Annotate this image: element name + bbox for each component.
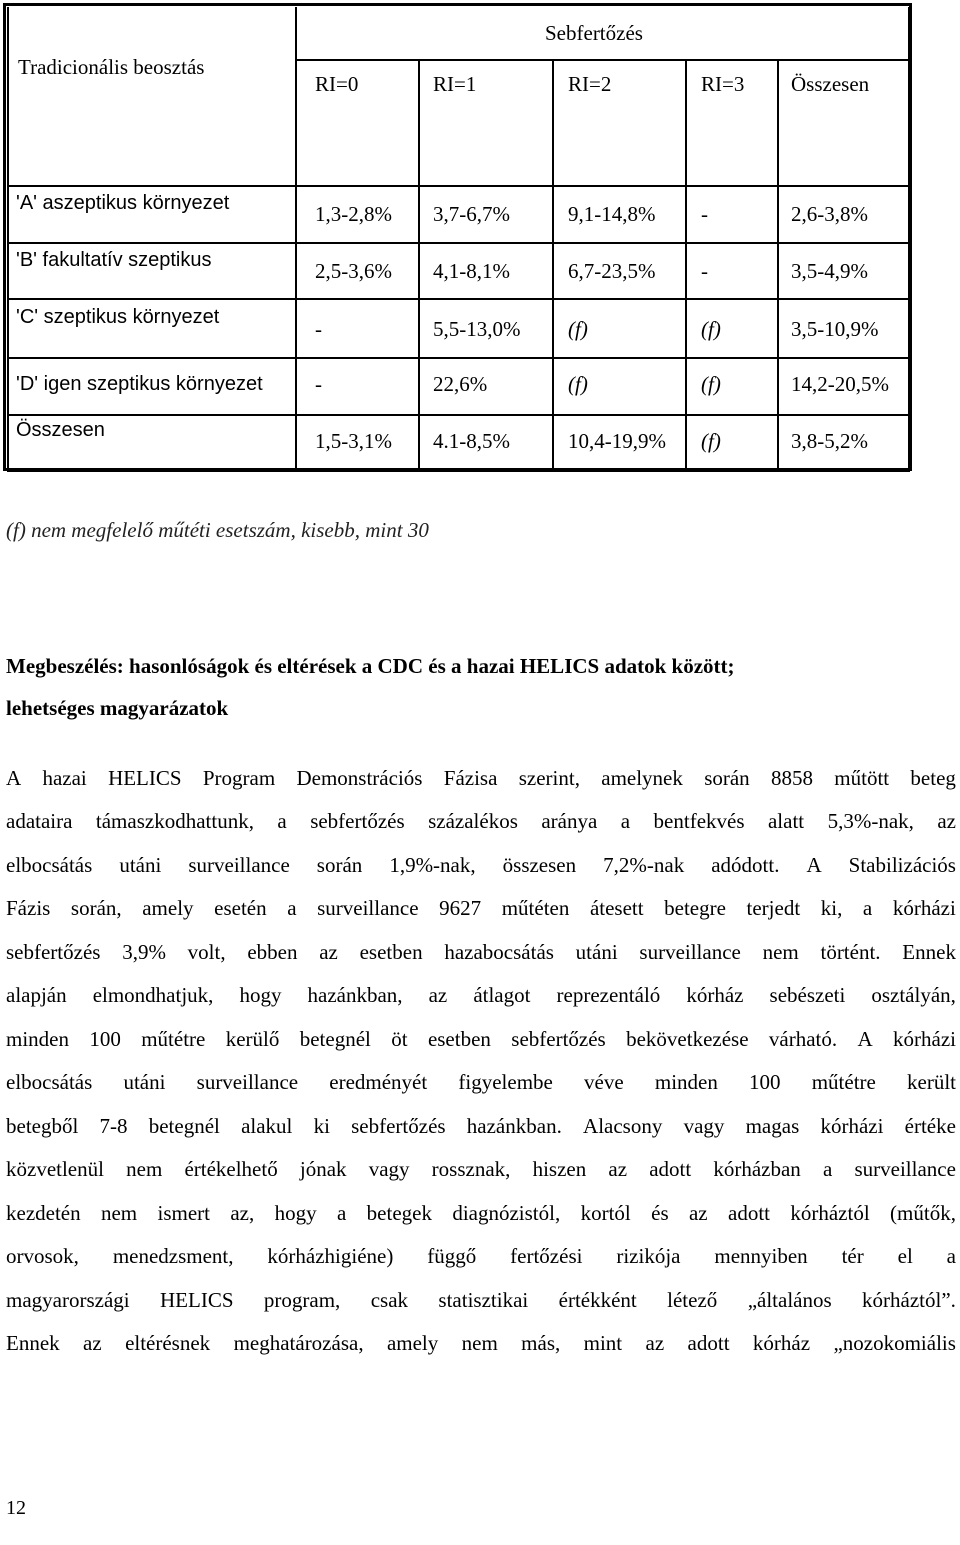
word: surveillance [196,1070,299,1094]
word: véve [584,1070,624,1094]
word: elbocsátás [6,1070,93,1094]
word: kerülő [225,1027,280,1051]
word: surveillance [317,896,419,920]
word: amely [386,1331,439,1355]
word: vagy [368,1157,410,1181]
word: 5,3%-nak, [827,809,914,833]
word: átlagot [473,983,531,1007]
word: amely [142,896,194,920]
word: betegből [6,1114,79,1138]
table-cell: (f) [701,372,721,396]
word: hazánkban, [307,983,403,1007]
page-number: 12 [6,1497,26,1519]
word: a [287,896,297,920]
word: és [651,1201,669,1225]
word: várható. [768,1027,838,1051]
word: adataira [6,809,73,833]
word: eltérésnek [125,1331,211,1355]
word: támaszkodhattunk, [95,809,254,833]
paragraph-line [6,983,956,1008]
heading-line: Megbeszélés: hasonlóságok és eltérések a CDC és a hazai HELICS adatok között; [6,654,735,678]
word: Alacsony [583,1114,663,1138]
table-cell: (f) [701,429,721,453]
word: műtött [834,766,890,790]
row-label: 'D' igen szeptikus környezet [16,373,263,395]
word: az, [230,1201,255,1225]
word: közvetlenül [6,1157,104,1181]
word: utáni [575,940,618,964]
word: hogy [239,983,282,1007]
table-rule [7,298,910,300]
word: reprezentáló [556,983,661,1007]
table-cell: (f) [568,372,588,396]
word: a [862,896,873,920]
word: nem [762,940,799,964]
table-footnote: (f) nem megfelelő műtéti esetszám, kisebb, mint 30 [6,518,429,542]
word: HELICS [160,1288,234,1312]
word: volt, [187,940,226,964]
word: Demonstrációs [296,766,423,790]
word: statisztikai [438,1288,529,1312]
word: során [704,766,750,790]
word: esetén [214,896,267,920]
row-label: 'B' fakultatív szeptikus [16,249,212,271]
word: a [946,1244,956,1268]
word: történt. [820,940,881,964]
word: alapján [6,983,67,1007]
word: százalékos [428,809,518,833]
word: kórházban [713,1157,801,1181]
word: értéke [904,1114,956,1138]
table-cell: 3,5-10,9% [791,317,879,341]
word: kórháztól [790,1201,870,1225]
table-cell: 2,6-3,8% [791,202,868,226]
word: sebészeti [769,983,846,1007]
word: Fázisa [443,766,498,790]
word: A [806,853,822,877]
word: műtéten [501,896,570,920]
word: hazánkban. [466,1114,562,1138]
table-cell: 22,6% [433,372,488,396]
word: alatt [767,809,805,833]
word: program, [263,1288,341,1312]
word: minden [6,1027,69,1051]
table-cell: (f) [701,317,721,341]
word: az [688,1201,708,1225]
table-cell: 10,4-19,9% [568,429,666,453]
table-cell: 5,5-13,0% [433,317,521,341]
word: A [6,766,22,790]
row-label: 'A' aszeptikus környezet [16,192,230,214]
paragraph-line [6,1114,956,1139]
table-cell: 3,8-5,2% [791,429,868,453]
word: bekövetkezése [626,1027,749,1051]
word: csak [370,1288,409,1312]
word: hiszen [532,1157,587,1181]
paragraph-line [6,1070,956,1095]
word: az [83,1331,102,1355]
table-rule [7,7,9,472]
word: beteg [910,766,956,790]
table-cell: 4.1-8,5% [433,429,510,453]
word: betegnél [299,1027,371,1051]
word: függő [427,1244,477,1268]
word: kórház [686,983,744,1007]
word: vagy [683,1114,725,1138]
word: mennyiben [714,1244,808,1268]
word: fertőzési [510,1244,583,1268]
word: „nozokomiális [833,1331,956,1355]
word: a [822,1157,833,1181]
word: került [907,1070,956,1094]
table-cell: 9,1-14,8% [568,202,656,226]
word: 7,2%-nak [603,853,685,877]
word: aránya [541,809,598,833]
table-rule [552,59,554,472]
word: műtétre [811,1070,876,1094]
word: kórházi [820,1114,884,1138]
word: hogy [274,1201,317,1225]
paragraph-line [6,809,956,834]
word: az [645,1331,665,1355]
word: 1,9%-nak, [389,853,476,877]
word: jónak [299,1157,347,1181]
column-header: RI=0 [315,72,359,96]
word: értékelhető [184,1157,278,1181]
table-cell: (f) [568,317,588,341]
word: magas [745,1114,800,1138]
word: Ennek [6,1331,60,1355]
word: esetben [359,940,423,964]
word: mint [583,1331,623,1355]
paragraph-line [6,1331,956,1356]
corner-header: Tradicionális beosztás [18,55,205,79]
table-cell: - [315,372,322,396]
word: betegnél [148,1114,220,1138]
word: kortól [580,1201,631,1225]
word: orvosok, [6,1244,79,1268]
word: sebfertőzés [511,1027,606,1051]
word: 100 [89,1027,121,1051]
word: betegre [664,896,726,920]
word: átesett [589,896,644,920]
column-header: Összesen [791,72,870,96]
table-rule [295,59,910,61]
word: hazai [42,766,87,790]
word: A [857,1027,873,1051]
row-label: 'C' szeptikus környezet [16,306,220,328]
word: a [277,809,287,833]
word: adott [728,1201,770,1225]
table-cell: 3,7-6,7% [433,202,510,226]
word: ki [313,1114,330,1138]
table-cell: - [701,259,708,283]
paragraph-line [6,1027,956,1052]
word: sebfertőzés [6,940,101,964]
word: 9627 [439,896,482,920]
column-header: RI=1 [433,72,477,96]
word: elmondhatjuk, [92,983,214,1007]
word: meghatározása, [233,1331,364,1355]
word: 3,9% [122,940,166,964]
paragraph-line [6,1201,956,1226]
table-cell: - [701,202,708,226]
word: tér [841,1244,864,1268]
table-cell: 14,2-20,5% [791,372,889,396]
word: menedzsment, [112,1244,234,1268]
word: diagnózistól, [452,1201,561,1225]
word: nem [100,1201,138,1225]
word: esetben [427,1027,491,1051]
table-rule [908,7,910,472]
paragraph-line [6,1157,956,1182]
word: során, [70,896,122,920]
word: HELICS [108,766,182,790]
table-rule [7,414,910,416]
word: minden [654,1070,718,1094]
word: szerint, [518,766,580,790]
word: „általános [747,1288,832,1312]
paragraph-line [6,1244,956,1269]
word: műtétre [141,1027,206,1051]
word: kórházi [893,1027,956,1051]
word: magyarországi [6,1288,130,1312]
word: utáni [119,853,162,877]
word: surveillance [639,940,741,964]
word: során [316,853,363,877]
word: adott [649,1157,692,1181]
word: sebfertőzés [310,809,405,833]
word: ki, [820,896,843,920]
word: kórház [752,1331,811,1355]
heading-line: lehetséges magyarázatok [6,696,229,720]
word: figyelembe [458,1070,553,1094]
paragraph-line [6,766,956,791]
word: 7-8 [99,1114,128,1138]
word: más, [521,1331,561,1355]
table-rule [7,185,910,187]
word: a [620,809,631,833]
word: 8858 [770,766,813,790]
word: Program [202,766,276,790]
word: el [897,1244,913,1268]
table-cell: 1,3-2,8% [315,202,392,226]
word: sebfertőzés [351,1114,446,1138]
section-heading [6,645,946,729]
word: Stabilizációs [848,853,956,877]
paragraph-line [6,896,956,921]
word: hazabocsátás [444,940,554,964]
table-cell: 3,5-4,9% [791,259,868,283]
word: rizikója [616,1244,681,1268]
table-rule [418,59,420,472]
column-header: RI=2 [568,72,612,96]
table-rule [7,470,910,472]
word: amelynek [601,766,683,790]
word: az [428,983,448,1007]
word: betegek [366,1201,432,1225]
word: értékként [558,1288,637,1312]
table-cell: 4,1-8,1% [433,259,510,283]
table-cell: - [315,317,322,341]
row-label: Összesen [16,419,105,441]
table-rule [777,59,779,472]
word: ismert [157,1201,210,1225]
word: 100 [749,1070,781,1094]
paragraph-line [6,1288,956,1313]
table-cell: 2,5-3,6% [315,259,392,283]
word: kezdetén [6,1201,81,1225]
table-rule [295,7,297,472]
word: adott [687,1331,730,1355]
word: surveillance [188,853,290,877]
word: eredményét [329,1070,428,1094]
word: nem [126,1157,163,1181]
table-cell: 6,7-23,5% [568,259,656,283]
word: adódott. [711,853,780,877]
word: terjedt [746,896,801,920]
word: elbocsátás [6,853,93,877]
table-cell: 1,5-3,1% [315,429,392,453]
paragraph-line [6,940,956,965]
word: öt [391,1027,408,1051]
word: az [608,1157,628,1181]
word: bentfekvés [653,809,745,833]
word: nem [461,1331,498,1355]
word: kórházhigiéne) [267,1244,394,1268]
word: (műtők, [890,1201,956,1225]
word: a [336,1201,347,1225]
word: Fázis [6,896,51,920]
word: kórháztól”. [862,1288,956,1312]
column-header: RI=3 [701,72,745,96]
word: rossznak, [431,1157,511,1181]
word: surveillance [854,1157,956,1181]
word: Ennek [902,940,956,964]
word: az [937,809,956,833]
word: kórházi [892,896,956,920]
word: ebben [247,940,298,964]
group-header: Sebfertőzés [545,21,643,45]
table-rule [685,59,687,472]
paragraph-line [6,853,956,878]
word: osztályán, [871,983,956,1007]
word: alakul [241,1114,293,1138]
word: összesen [502,853,577,877]
word: létező [667,1288,718,1312]
results-table [7,7,910,472]
word: utáni [123,1070,166,1094]
table-rule [7,242,910,244]
word: az [319,940,338,964]
table-rule [7,357,910,359]
